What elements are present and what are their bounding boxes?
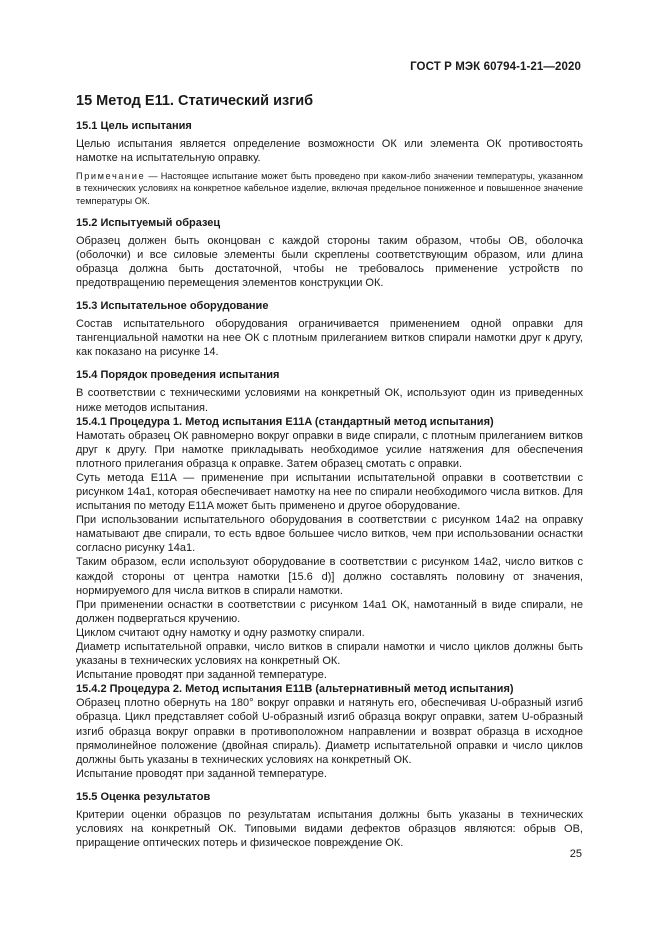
paragraph: Образец должен быть оконцован с каждой стороны таким образом, чтобы ОВ, оболочка (оболочки) и все силовые элементы были скреплены соответствующим образом, или длина образца должна быть достаточной, чтобы не требовалось применение устройств по предотвращению перемещения элементов конструкции ОК. — [76, 234, 583, 290]
procedure-title-15-4-1: 15.4.1 Процедура 1. Метод испытания E11A (стандартный метод испытания) — [76, 415, 494, 428]
paragraph: В соответствии с техническими условиями на конкретный ОК, используют один из приведенных ниже методов испытания. — [76, 387, 583, 414]
note — [76, 170, 583, 207]
paragraph: Образец плотно обернуть на 180° вокруг оправки и натянуть его, обеспечивая U-образный изгиб образца. Цикл представляет собой U-образный изгиб образца вокруг оправки, затем U-образный изгиб образца вокруг оправки в противоположном направлении и возврат образца в исходное прямолинейное положение (двойная спираль). Диаметр испытательной оправки и число циклов должны быть указаны в технических условиях на конкретный ОК. — [76, 697, 583, 766]
subsection-title-15-2: 15.2 Испытуемый образец — [76, 216, 221, 229]
section-title: 15 Метод E11. Статический изгиб — [76, 93, 314, 109]
paragraph: Испытание проводят при заданной температуре. — [76, 767, 327, 780]
paragraph: Испытание проводят при заданной температуре. — [76, 669, 327, 682]
subsection-title-15-4: 15.4 Порядок проведения испытания — [76, 369, 280, 382]
paragraph: Состав испытательного оборудования ограничивается применением одной оправки для тангенциальной намотки на нее ОК с плотным прилеганием витков спирали намотки друг к другу, как показано на рисунке 14. — [76, 318, 583, 359]
paragraph: Циклом считают одну намотку и одну размотку спирали. — [76, 626, 365, 639]
document-header-id: ГОСТ Р МЭК 60794-1-21—2020 — [410, 61, 581, 73]
paragraph: Намотать образец ОК равномерно вокруг оправки в виде спирали, с плотным прилеганием витков друг к другу. При намотке прикладывать необходимое усилие натяжения для обеспечения плотного прилегания образца к оправке. Затем образец смотать с оправки. — [76, 429, 583, 470]
page-content — [76, 92, 583, 850]
note-text: — Настоящее испытание может быть проведено при каком-либо значении температуры, указанном в технических условиях на конкретное кабельное изделие, включая предельное пониженное и повышенное значение температуры ОК. — [76, 171, 583, 206]
paragraph: При применении оснастки в соответствии с рисунком 14a1 ОК, намотанный в виде спирали, не должен подвергаться кручению. — [76, 598, 583, 625]
paragraph: Суть метода E11A — применение при испытании испытательной оправки в соответствии с рисунком 14a1, которая обеспечивает намотку на нее по спирали необходимого числа витков. Для испытания по методу E11A может быть применено и другое оборудование. — [76, 471, 583, 513]
paragraph: При использовании испытательного оборудования в соответствии с рисунком 14a2 на оправку наматывают две спирали, то есть вдвое большее число витков, чем при использовании оснастки согласно рисунку 14a1. — [76, 514, 583, 555]
paragraph: Целью испытания является определение возможности ОК или элемента ОК противостоять намотке на испытательную оправку. — [76, 138, 583, 165]
paragraph: Критерии оценки образцов по результатам испытания должны быть указаны в технических условиях на конкретный ОК. Типовыми видами дефектов образцов являются: обрыв ОВ, приращение оптических потерь и физическое повреждение ОК. — [76, 808, 583, 850]
paragraph: Таким образом, если используют оборудование в соответствии с рисунком 14a2, число витков с каждой стороны от центра намотки [15.6 d)] должно составлять половину от значения, нормируемого для числа витков в спирали намотки. — [76, 556, 583, 597]
paragraph: Диаметр испытательной оправки, число витков в спирали намотки и число циклов должны быть указаны в технических условиях на конкретный ОК. — [76, 641, 583, 668]
subsection-title-15-5: 15.5 Оценка результатов — [76, 790, 211, 803]
page-number: 25 — [569, 848, 582, 860]
subsection-title-15-1: 15.1 Цель испытания — [76, 120, 192, 132]
note-label: Примечание — [76, 171, 146, 182]
procedure-title-15-4-2: 15.4.2 Процедура 2. Метод испытания E11B (альтернативный метод испытания) — [76, 683, 514, 696]
subsection-title-15-3: 15.3 Испытательное оборудование — [76, 300, 269, 313]
